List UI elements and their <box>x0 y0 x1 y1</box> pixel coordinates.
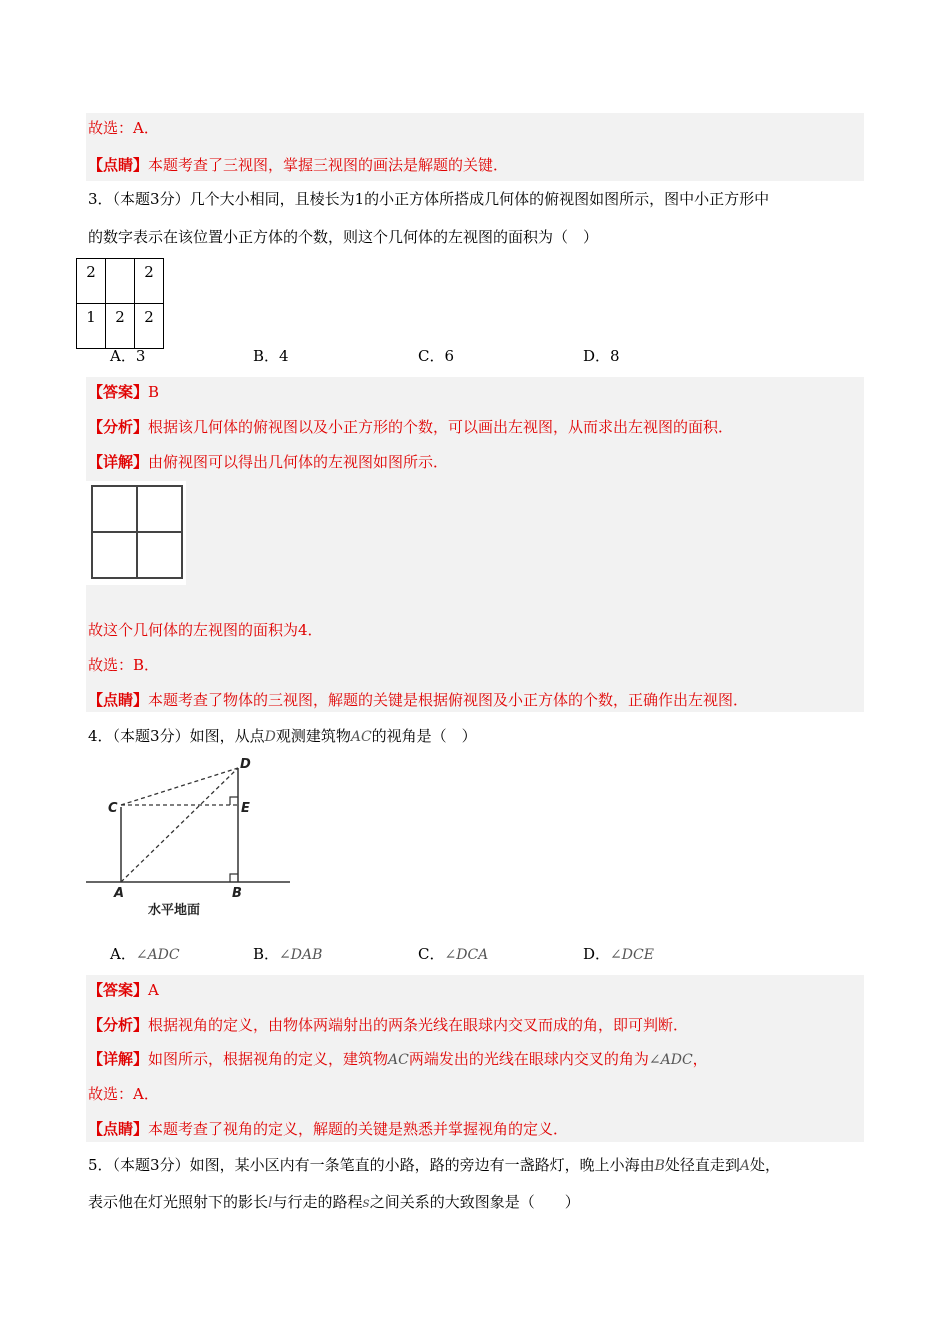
q4-figure-svg <box>84 756 294 921</box>
analysis-tag: 【分析】 <box>88 1016 149 1034</box>
analysis-text: 根据视角的定义，由物体两端射出的两条光线在眼球内交叉而成的角，即可判断． <box>148 1016 689 1034</box>
dianjing-tag: 【点睛】 <box>88 1120 149 1138</box>
q4-detail <box>88 1049 708 1070</box>
q4-option-a[interactable] <box>110 944 180 965</box>
label-d: D <box>240 757 251 772</box>
q3-option-a[interactable]: A．3 <box>110 347 146 365</box>
q3-conclusion: 故这个几何体的左视图的面积为4． <box>88 621 323 639</box>
option-letter: D． <box>583 945 611 963</box>
detail-tag: 【详解】 <box>88 453 149 471</box>
q3-option-d[interactable]: D．8 <box>583 347 620 365</box>
q4-building-ac: AC <box>350 729 372 745</box>
option-letter: B． <box>253 945 280 963</box>
q3-option-c[interactable]: C．6 <box>418 347 455 365</box>
option-math: ∠DCE <box>610 947 654 963</box>
q5-stem1-c: 处， <box>750 1156 781 1174</box>
analysis-tag: 【分析】 <box>88 418 149 436</box>
left-view-svg <box>86 481 186 585</box>
q5-var-s: s <box>362 1195 370 1211</box>
q4-guxuan: 故选：A． <box>88 1085 159 1103</box>
q5-point-b: B <box>654 1158 665 1174</box>
q5-stem-line2 <box>88 1192 580 1213</box>
q5-stem-line1 <box>88 1155 780 1176</box>
answer-tag: 【答案】 <box>88 981 149 999</box>
detail-text: 由俯视图可以得出几何体的左视图如图所示． <box>148 453 449 471</box>
q4-analysis <box>88 1015 688 1035</box>
q5-stem2-a: 表示他在灯光照射下的影长 <box>88 1193 269 1211</box>
grid-cell: 2 <box>77 259 106 304</box>
option-letter: C． <box>418 945 445 963</box>
q4-stem <box>88 726 477 747</box>
grid-cell: 2 <box>135 259 164 304</box>
grid-cell <box>106 259 135 304</box>
q3-analysis <box>88 417 733 437</box>
q5-point-a: A <box>739 1158 751 1174</box>
q4-point-d: D <box>264 729 276 745</box>
label-a: A <box>114 886 125 901</box>
q3-guxuan: 故选：B． <box>88 656 160 674</box>
q4-answer <box>88 980 159 1000</box>
label-ground: 水平地面 <box>148 903 201 918</box>
q3-option-b[interactable]: B．4 <box>253 347 289 365</box>
q4-stem-b: 观测建筑物 <box>275 727 351 745</box>
answer-value: B <box>148 383 160 401</box>
line-cd <box>121 768 238 805</box>
q2-guxuan: 故选：A． <box>88 119 159 137</box>
dianjing-tag: 【点睛】 <box>88 691 149 709</box>
q5-stem1-a: 5．（本题3分）如图，某小区内有一条笔直的小路，路的旁边有一盏路灯，晚上小海由 <box>88 1156 655 1174</box>
q4-stem-c: 的视角是（ ） <box>371 727 477 745</box>
q3-answer <box>88 382 159 402</box>
q5-stem2-b: 与行走的路程 <box>272 1193 363 1211</box>
detail-text-b: 两端发出的光线在眼球内交叉的角为 <box>408 1050 649 1068</box>
detail-angle: ∠ADC <box>648 1052 693 1068</box>
grid-cell: 1 <box>77 304 106 349</box>
dianjing-text: 本题考查了物体的三视图，解题的关键是根据俯视图及小正方体的个数，正确作出左视图． <box>148 691 749 709</box>
detail-text-c: ， <box>692 1050 708 1068</box>
detail-tag: 【详解】 <box>88 1050 149 1068</box>
q4-stem-a: 4．（本题3分）如图，从点 <box>88 727 265 745</box>
label-e: E <box>241 801 250 816</box>
q4-figure <box>84 756 294 921</box>
q3-top-view-grid <box>76 258 164 349</box>
q4-option-b[interactable] <box>253 944 322 965</box>
q5-stem2-c: 之间关系的大致图象是（ ） <box>369 1193 580 1211</box>
q5-stem1-b: 处径直走到 <box>664 1156 740 1174</box>
dianjing-text: 本题考查了视角的定义，解题的关键是熟悉并掌握视角的定义． <box>148 1120 569 1138</box>
grid-cell: 2 <box>135 304 164 349</box>
option-math: ∠DCA <box>444 947 489 963</box>
answer-tag: 【答案】 <box>88 383 149 401</box>
q3-stem-line1: 3．（本题3分）几个大小相同，且棱长为1的小正方体所搭成几何体的俯视图如图所示，图中小正方形中 <box>88 190 770 208</box>
q3-left-view-figure <box>86 481 186 585</box>
q4-option-d[interactable] <box>583 944 654 965</box>
answer-value: A <box>148 981 159 999</box>
q5-var-l: l <box>268 1195 273 1211</box>
q3-stem-line2: 的数字表示在该位置小正方体的个数，则这个几何体的左视图的面积为（ ） <box>88 228 599 246</box>
q4-option-c[interactable] <box>418 944 488 965</box>
q2-dianjing <box>88 155 508 175</box>
q3-detail <box>88 452 448 472</box>
option-math: ∠DAB <box>279 947 323 963</box>
option-math: ∠ADC <box>135 947 180 963</box>
q4-dianjing <box>88 1119 568 1139</box>
grid-cell: 2 <box>106 304 135 349</box>
line-ad <box>121 768 238 882</box>
option-letter: A． <box>110 945 136 963</box>
label-c: C <box>108 801 118 816</box>
detail-text-a: 如图所示，根据视角的定义，建筑物 <box>148 1050 389 1068</box>
q3-dianjing <box>88 690 748 710</box>
dianjing-tag: 【点睛】 <box>88 156 149 174</box>
label-b: B <box>232 886 242 901</box>
analysis-text: 根据该几何体的俯视图以及小正方形的个数，可以画出左视图，从而求出左视图的面积． <box>148 418 734 436</box>
detail-ac: AC <box>388 1052 409 1068</box>
dianjing-text: 本题考查了三视图，掌握三视图的画法是解题的关键． <box>148 156 509 174</box>
